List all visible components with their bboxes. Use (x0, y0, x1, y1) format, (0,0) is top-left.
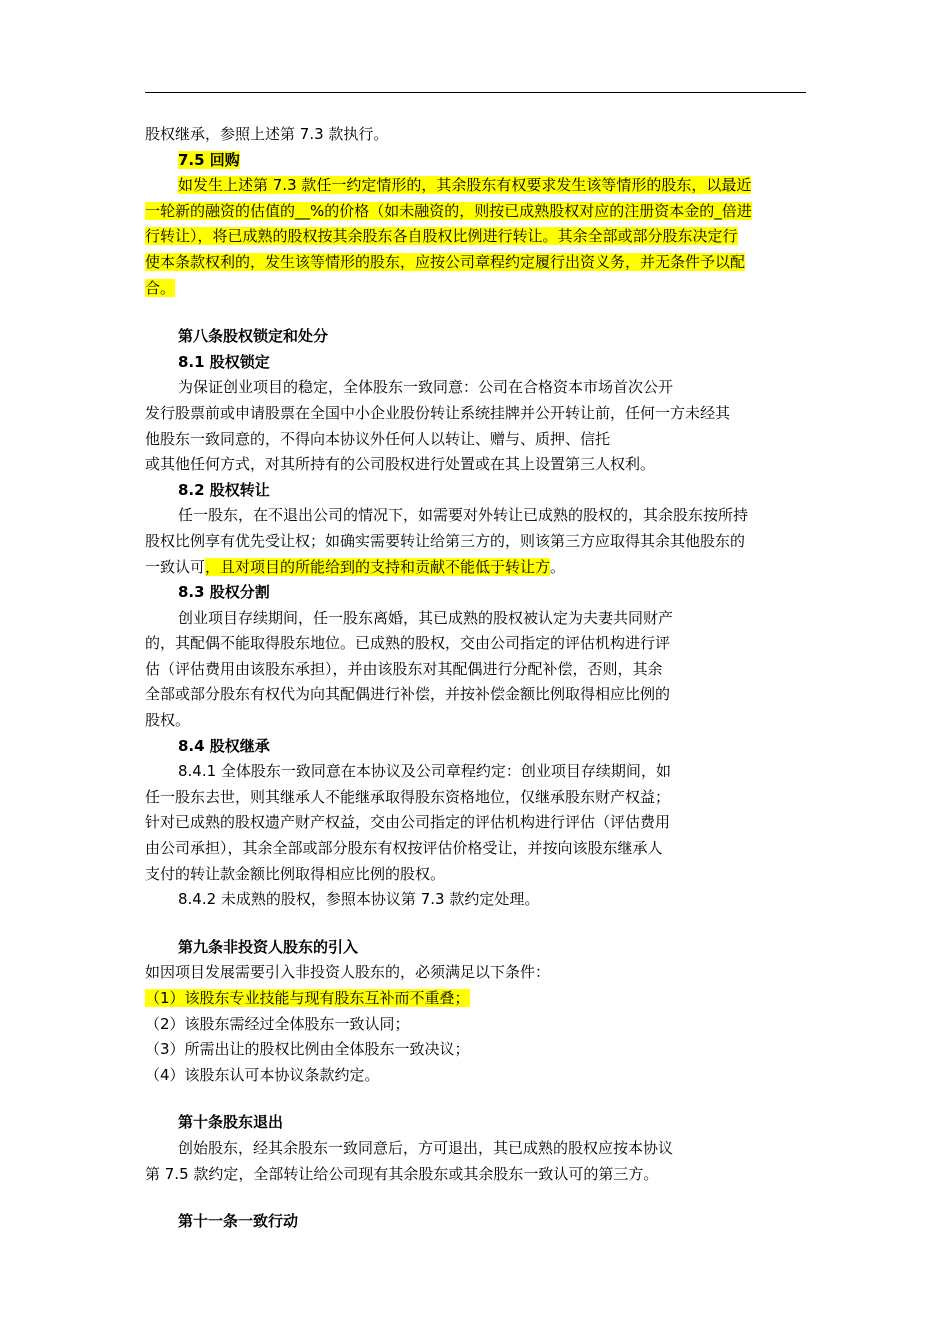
section-7-5-line: 行转让），将已成熟的股权按其余股东各自股权比例进行转让。其余全部或部分股东决定行 (145, 227, 738, 246)
section-8-4-heading: 8.4 股权继承 (178, 736, 270, 755)
section-8-1-line: 他股东一致同意的，不得向本协议外任何人以转让、赠与、质押、信托 (145, 429, 611, 448)
section-8-3-line: 创业项目存续期间，任一股东离婚，其已成熟的股权被认定为夫妻共同财产 (178, 608, 674, 627)
article-10-line: 第 7.5 款约定，全部转让给公司现有其余股东或其余股东一致认可的第三方。 (145, 1164, 659, 1183)
section-8-4-line: 由公司承担），其余全部或部分股东有权按评估价格受让，并按向该股东继承人 (145, 839, 663, 858)
section-8-3-line: 估（评估费用由该股东承担），并由该股东对其配偶进行分配补偿，否则，其余 (145, 659, 663, 678)
section-7-5-line: 一轮新的融资的估值的__%的价格（如未融资的，则按已成熟股权对应的注册资本金的_倍进 (145, 201, 752, 220)
section-8-1-line: 发行股票前或申请股票在全国中小企业股份转让系统挂牌并公开转让前，任何一方未经其 (145, 403, 731, 422)
section-7-5-line: 如发生上述第 7.3 款任一约定情形的，其余股东有权要求发生该等情形的股东，以最近 (178, 176, 752, 195)
section-8-1-heading: 8.1 股权锁定 (178, 352, 270, 371)
section-8-4-line: 支付的转让款金额比例取得相应比例的股权。 (145, 864, 446, 883)
article-9-intro: 如因项目发展需要引入非投资人股东的，必须满足以下条件： (145, 963, 551, 982)
section-8-2-line: 一致认可，且对项目的所能给到的支持和贡献不能低于转让方。 (145, 557, 566, 576)
section-8-3-line: 股权。 (145, 711, 191, 730)
section-8-3-line: 全部或部分股东有权代为向其配偶进行补偿，并按补偿金额比例取得相应比例的 (145, 685, 671, 704)
section-8-3-line: 的，其配偶不能取得股东地位。已成熟的股权，交由公司指定的评估机构进行评 (145, 634, 671, 653)
condition-item: （4）该股东认可本协议条款约定。 (145, 1065, 380, 1084)
document-body (145, 122, 809, 1235)
section-8-1-line: 或其他任何方式，对其所持有的公司股权进行处置或在其上设置第三人权利。 (145, 455, 656, 474)
section-8-2-line: 任一股东，在不退出公司的情况下，如需要对外转让已成熟的股权的，其余股东按所持 (178, 506, 749, 525)
section-7-5-heading: 7.5 回购 (178, 150, 240, 169)
article-9-title: 第九条非投资人股东的引入 (178, 937, 359, 956)
condition-item: （2）该股东需经过全体股东一致认同； (145, 1014, 410, 1033)
header-rule (145, 92, 806, 93)
condition-item: （1）该股东专业技能与现有股东互补而不重叠； (145, 989, 470, 1007)
section-8-4-line: 针对已成熟的股权遗产财产权益，交由公司指定的评估机构进行评估（评估费用 (145, 813, 671, 832)
section-8-4-2-line: 8.4.2 未成熟的股权，参照本协议第 7.3 款约定处理。 (178, 890, 540, 909)
article-11-title: 第十一条一致行动 (178, 1212, 299, 1231)
section-8-2-heading: 8.2 股权转让 (178, 480, 270, 499)
section-8-4-line: 8.4.1 全体股东一致同意在本协议及公司章程约定：创业项目存续期间，如 (178, 762, 671, 781)
section-8-1-line: 为保证创业项目的稳定，全体股东一致同意：公司在合格资本市场首次公开 (178, 378, 674, 397)
section-7-5-line: 合。 (145, 278, 176, 297)
section-8-2-line: 股权比例享有优先受让权；如确实需要转让给第三方的，则该第三方应取得其余其他股东的 (145, 531, 746, 550)
article-10-line: 创始股东，经其余股东一致同意后，方可退出，其已成熟的股权应按本协议 (178, 1138, 674, 1157)
section-7-5-line: 使本条款权利的，发生该等情形的股东，应按公司章程约定履行出资义务，并无条件予以配 (145, 252, 746, 271)
section-8-3-heading: 8.3 股权分割 (178, 583, 270, 602)
section-8-4-line: 任一股东去世，则其继承人不能继承取得股东资格地位，仅继承股东财产权益； (145, 787, 671, 806)
article-10-title: 第十条股东退出 (178, 1113, 284, 1132)
condition-item: （3）所需出让的股权比例由全体股东一致决议； (145, 1040, 470, 1059)
intro-line: 股权继承，参照上述第 7.3 款执行。 (145, 125, 389, 143)
article-8-title: 第八条股权锁定和处分 (178, 327, 329, 346)
